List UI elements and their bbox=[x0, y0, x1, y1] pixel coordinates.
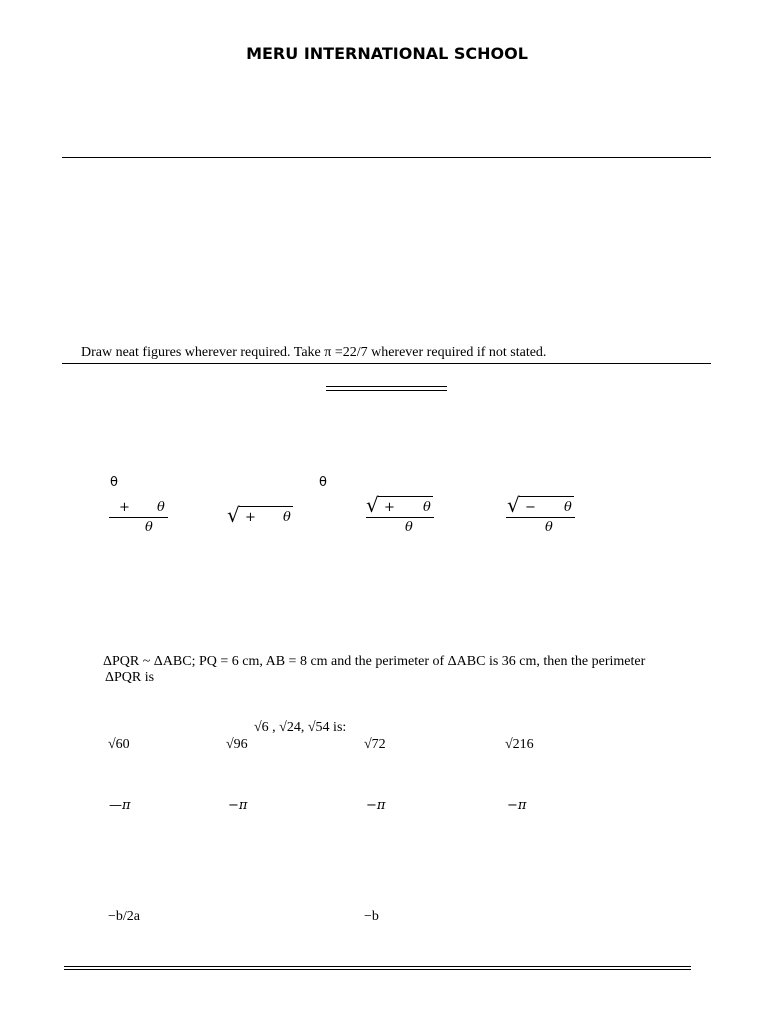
trig-a-num-var: θ bbox=[157, 500, 165, 515]
quad-option-a: −b/2a bbox=[108, 909, 140, 924]
trig-d-fraction-bar bbox=[506, 517, 575, 518]
roots-option-b: √96 bbox=[226, 737, 248, 752]
footer-rule-bottom bbox=[64, 969, 691, 970]
header-rule bbox=[62, 157, 711, 158]
trig-d-radical-icon: √ bbox=[507, 493, 520, 517]
trig-d-num-var: θ bbox=[564, 500, 572, 515]
trig-a-fraction-bar bbox=[109, 517, 168, 518]
instructions-text: Draw neat figures wherever required. Take π =22/7 wherever required if not stated. bbox=[81, 345, 547, 360]
trig-theta-b: θ bbox=[319, 475, 327, 490]
roots-question-stem: √6 , √24, √54 is: bbox=[254, 720, 347, 735]
pi-option-c: −π bbox=[366, 798, 386, 813]
roots-option-a: √60 bbox=[108, 737, 130, 752]
footer-rule-top bbox=[64, 966, 691, 967]
trig-theta-a: θ bbox=[110, 475, 118, 490]
similar-triangles-line-1: ΔPQR ~ ΔABC; PQ = 6 cm, AB = 8 cm and the perimeter of ΔABC is 36 cm, then the perimeter bbox=[103, 654, 646, 669]
trig-d-vinculum bbox=[519, 496, 574, 497]
similar-triangles-line-2: ΔPQR is bbox=[105, 670, 155, 685]
trig-b-radical-icon: √ bbox=[227, 503, 240, 527]
trig-c-radical-icon: √ bbox=[366, 493, 379, 517]
quad-option-c: −b bbox=[364, 909, 379, 924]
pi-option-a: —π bbox=[109, 798, 131, 813]
section-divider-bottom bbox=[326, 390, 447, 391]
trig-b-vinculum bbox=[239, 506, 293, 507]
trig-c-op: + bbox=[384, 500, 395, 515]
trig-a-den-var: θ bbox=[145, 520, 153, 535]
school-name: MERU INTERNATIONAL SCHOOL bbox=[246, 44, 528, 63]
roots-option-d: √216 bbox=[505, 737, 534, 752]
roots-option-c: √72 bbox=[364, 737, 386, 752]
trig-c-num-var: θ bbox=[423, 500, 431, 515]
trig-b-var: θ bbox=[283, 510, 291, 525]
trig-b-op: + bbox=[245, 510, 256, 525]
trig-d-op: − bbox=[525, 500, 536, 515]
trig-a-num-op: + bbox=[119, 500, 130, 515]
pi-option-b: −π bbox=[228, 798, 248, 813]
trig-c-den-var: θ bbox=[405, 520, 413, 535]
pi-option-d: −π bbox=[507, 798, 527, 813]
trig-c-fraction-bar bbox=[366, 517, 434, 518]
section-divider-top bbox=[326, 386, 447, 387]
trig-c-vinculum bbox=[378, 496, 433, 497]
trig-d-den-var: θ bbox=[545, 520, 553, 535]
instructions-rule bbox=[62, 363, 711, 364]
